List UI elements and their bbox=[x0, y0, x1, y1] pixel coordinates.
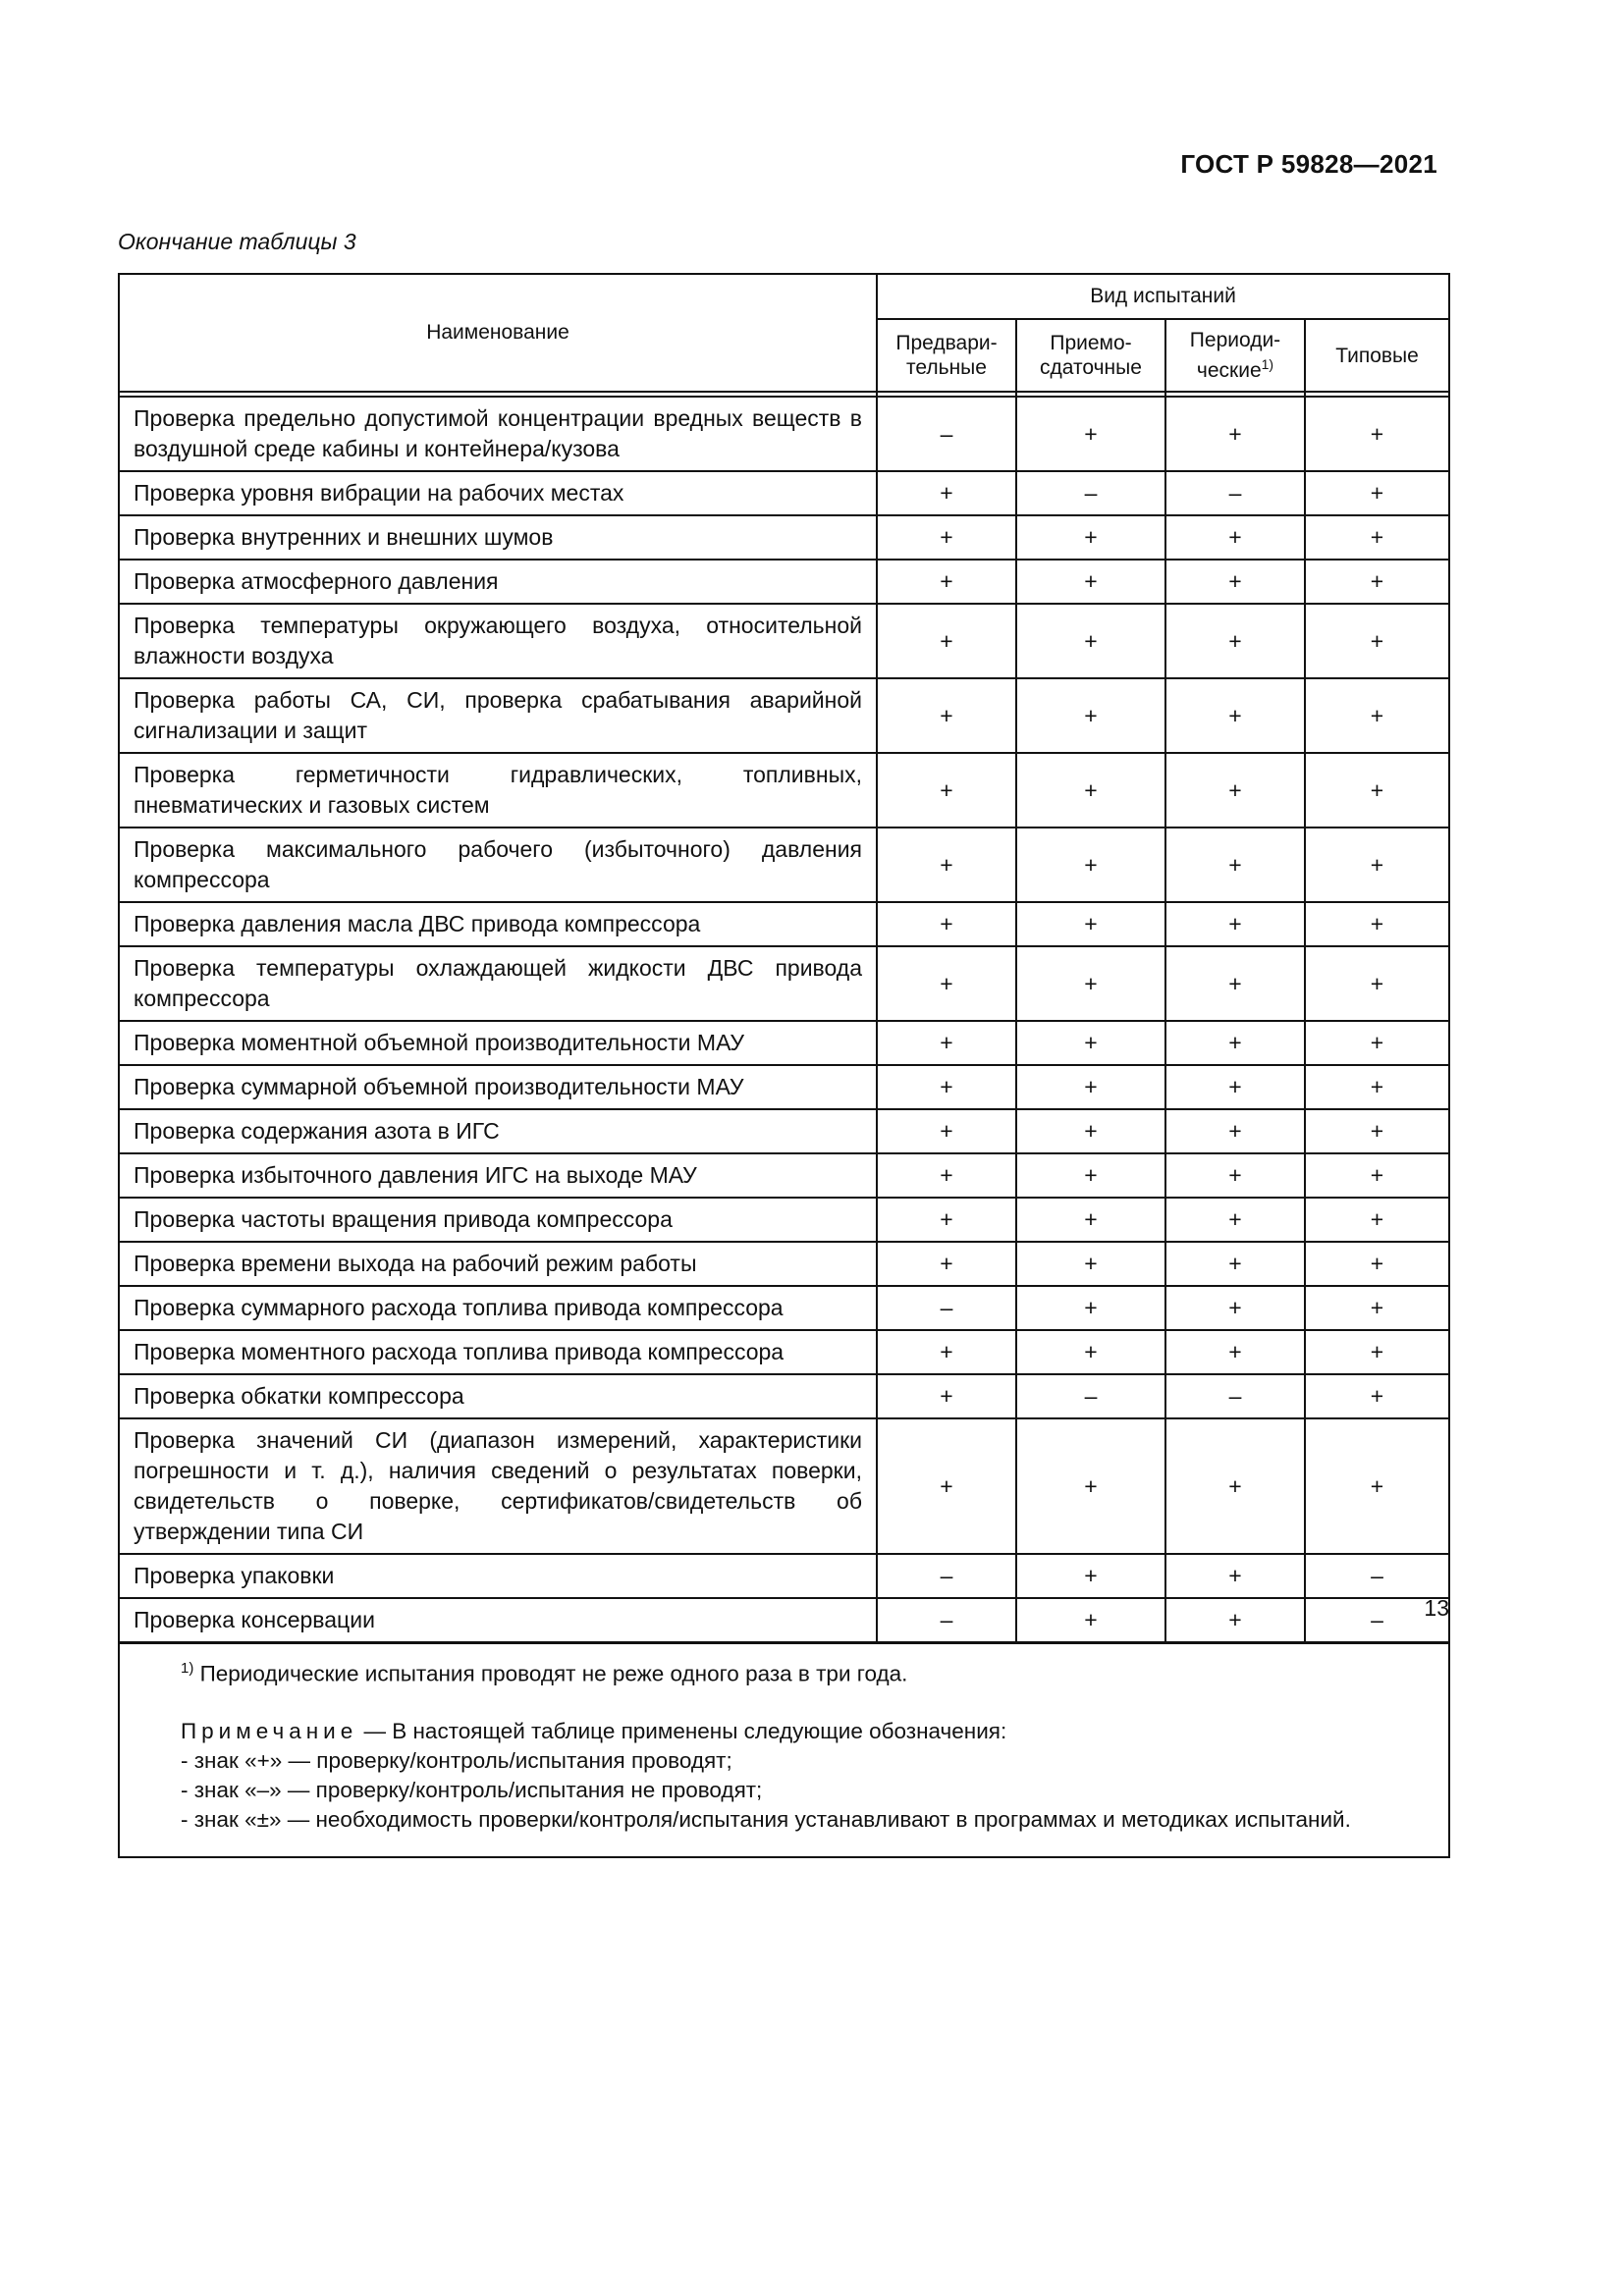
row-mark: + bbox=[1305, 604, 1449, 678]
footnote: $^{1)}$ Периодические испытания проводят не реже одного раза в три года. bbox=[181, 1660, 908, 1686]
row-mark: + bbox=[1016, 902, 1165, 946]
note-item: - знак «±» — необходимость проверки/контроля/испытания устанавливают в программах и методиках испытаний. bbox=[181, 1806, 1351, 1832]
row-mark: + bbox=[877, 828, 1016, 902]
row-mark: – bbox=[1165, 1374, 1305, 1418]
row-mark: + bbox=[877, 560, 1016, 604]
row-mark: + bbox=[1165, 753, 1305, 828]
row-mark: + bbox=[1305, 902, 1449, 946]
row-mark: + bbox=[1305, 1153, 1449, 1198]
row-mark: + bbox=[1016, 1065, 1165, 1109]
row-mark: + bbox=[1016, 1598, 1165, 1643]
row-mark: + bbox=[1016, 397, 1165, 471]
row-mark: + bbox=[1016, 1330, 1165, 1374]
document-code: ГОСТ Р 59828—2021 bbox=[1180, 149, 1437, 179]
table-notes bbox=[119, 1643, 1449, 1857]
row-mark: + bbox=[1165, 1286, 1305, 1330]
row-mark: + bbox=[1165, 1021, 1305, 1065]
row-mark: + bbox=[1305, 678, 1449, 753]
row-mark: + bbox=[1016, 678, 1165, 753]
row-mark: + bbox=[1165, 1109, 1305, 1153]
table-row bbox=[119, 560, 1449, 604]
row-mark: – bbox=[1016, 1374, 1165, 1418]
row-mark: + bbox=[877, 1330, 1016, 1374]
row-mark: + bbox=[1165, 902, 1305, 946]
row-mark: + bbox=[1165, 1418, 1305, 1554]
table-row bbox=[119, 1330, 1449, 1374]
table-row bbox=[119, 1021, 1449, 1065]
row-mark: + bbox=[1305, 1418, 1449, 1554]
row-mark: + bbox=[1305, 1330, 1449, 1374]
row-mark: + bbox=[1016, 560, 1165, 604]
row-mark: + bbox=[1305, 1021, 1449, 1065]
table-row bbox=[119, 1198, 1449, 1242]
table-row bbox=[119, 946, 1449, 1021]
table-row bbox=[119, 515, 1449, 560]
row-name: Проверка уровня вибрации на рабочих местах bbox=[119, 471, 877, 515]
row-mark: + bbox=[877, 1021, 1016, 1065]
table-row bbox=[119, 1286, 1449, 1330]
table-row bbox=[119, 1554, 1449, 1598]
column-header-acceptance: Приемо- сдаточные bbox=[1016, 319, 1165, 392]
table-row bbox=[119, 1153, 1449, 1198]
row-mark: – bbox=[1016, 471, 1165, 515]
table-row bbox=[119, 828, 1449, 902]
row-name: Проверка обкатки компрессора bbox=[119, 1374, 877, 1418]
row-mark: + bbox=[877, 515, 1016, 560]
row-mark: + bbox=[1305, 1198, 1449, 1242]
row-mark: + bbox=[877, 604, 1016, 678]
row-mark: – bbox=[1305, 1554, 1449, 1598]
row-mark: – bbox=[877, 397, 1016, 471]
row-mark: + bbox=[877, 946, 1016, 1021]
row-mark: + bbox=[1305, 828, 1449, 902]
table-row bbox=[119, 1109, 1449, 1153]
row-mark: + bbox=[1305, 1242, 1449, 1286]
row-mark: + bbox=[877, 1374, 1016, 1418]
row-mark: + bbox=[1016, 1198, 1165, 1242]
row-name: Проверка предельно допустимой концентрации вредных веществ в воздушной среде кабины и контейнера/кузова bbox=[119, 397, 877, 471]
row-name: Проверка герметичности гидравлических, топливных, пневматических и газовых систем bbox=[119, 753, 877, 828]
column-header-preliminary: Предвари- тельные bbox=[877, 319, 1016, 392]
row-name: Проверка температуры охлаждающей жидкости ДВС привода компрессора bbox=[119, 946, 877, 1021]
row-name: Проверка упаковки bbox=[119, 1554, 877, 1598]
footnote-ref: 1) bbox=[1261, 356, 1274, 372]
row-name: Проверка консервации bbox=[119, 1598, 877, 1643]
row-mark: + bbox=[877, 471, 1016, 515]
row-mark: + bbox=[877, 1153, 1016, 1198]
row-mark: + bbox=[877, 1198, 1016, 1242]
test-type-group-header: Вид испытаний bbox=[877, 274, 1449, 319]
name-column-header: Наименование bbox=[119, 274, 877, 392]
row-mark: + bbox=[1165, 397, 1305, 471]
table-row bbox=[119, 1374, 1449, 1418]
row-mark: + bbox=[1165, 946, 1305, 1021]
table-row bbox=[119, 1242, 1449, 1286]
row-mark: + bbox=[1305, 1374, 1449, 1418]
row-mark: + bbox=[1305, 515, 1449, 560]
row-name: Проверка частоты вращения привода компрессора bbox=[119, 1198, 877, 1242]
row-mark: + bbox=[877, 902, 1016, 946]
column-header-periodic: Периоди- ческие$^{1)}$ bbox=[1165, 319, 1305, 392]
row-mark: + bbox=[1016, 1418, 1165, 1554]
table-row bbox=[119, 471, 1449, 515]
table-row bbox=[119, 1598, 1449, 1643]
row-mark: – bbox=[1165, 471, 1305, 515]
row-mark: + bbox=[877, 678, 1016, 753]
row-name: Проверка атмосферного давления bbox=[119, 560, 877, 604]
row-name: Проверка внутренних и внешних шумов bbox=[119, 515, 877, 560]
row-mark: + bbox=[1305, 1109, 1449, 1153]
row-mark: + bbox=[877, 1065, 1016, 1109]
row-mark: + bbox=[1305, 753, 1449, 828]
row-mark: + bbox=[1016, 1554, 1165, 1598]
row-mark: + bbox=[1165, 1598, 1305, 1643]
row-mark: + bbox=[1016, 515, 1165, 560]
row-mark: + bbox=[1165, 1330, 1305, 1374]
table-row bbox=[119, 1065, 1449, 1109]
table-row bbox=[119, 397, 1449, 471]
row-mark: + bbox=[1016, 753, 1165, 828]
row-mark: + bbox=[1305, 1065, 1449, 1109]
note-header: Примечание — В настоящей таблице применены следующие обозначения: bbox=[181, 1718, 1007, 1743]
row-mark: + bbox=[1016, 1153, 1165, 1198]
row-mark: – bbox=[877, 1554, 1016, 1598]
row-mark: + bbox=[1016, 946, 1165, 1021]
table-caption: Окончание таблицы 3 bbox=[118, 229, 356, 254]
test-types-table bbox=[118, 273, 1448, 1858]
row-mark: + bbox=[1305, 560, 1449, 604]
row-name: Проверка суммарного расхода топлива привода компрессора bbox=[119, 1286, 877, 1330]
row-mark: + bbox=[1305, 397, 1449, 471]
row-mark: + bbox=[1165, 1242, 1305, 1286]
row-mark: + bbox=[1305, 946, 1449, 1021]
row-mark: – bbox=[877, 1286, 1016, 1330]
row-mark: + bbox=[877, 1109, 1016, 1153]
row-mark: + bbox=[1165, 1065, 1305, 1109]
row-mark: + bbox=[877, 1242, 1016, 1286]
row-mark: + bbox=[877, 1418, 1016, 1554]
row-mark: + bbox=[1305, 1286, 1449, 1330]
row-mark: + bbox=[1165, 1198, 1305, 1242]
row-mark: + bbox=[1165, 1554, 1305, 1598]
row-name: Проверка времени выхода на рабочий режим работы bbox=[119, 1242, 877, 1286]
row-name: Проверка суммарной объемной производительности МАУ bbox=[119, 1065, 877, 1109]
row-mark: + bbox=[1016, 1109, 1165, 1153]
row-mark: + bbox=[1016, 1021, 1165, 1065]
table-row bbox=[119, 604, 1449, 678]
row-mark: + bbox=[1016, 1286, 1165, 1330]
row-mark: + bbox=[1165, 515, 1305, 560]
table-row bbox=[119, 678, 1449, 753]
row-mark: + bbox=[1305, 471, 1449, 515]
row-name: Проверка избыточного давления ИГС на выходе МАУ bbox=[119, 1153, 877, 1198]
row-mark: + bbox=[1165, 560, 1305, 604]
row-mark: + bbox=[1016, 604, 1165, 678]
row-name: Проверка моментной объемной производительности МАУ bbox=[119, 1021, 877, 1065]
row-mark: – bbox=[877, 1598, 1016, 1643]
row-name: Проверка давления масла ДВС привода компрессора bbox=[119, 902, 877, 946]
note-item: - знак «+» — проверку/контроль/испытания проводят; bbox=[181, 1747, 732, 1773]
row-mark: + bbox=[1165, 678, 1305, 753]
row-name: Проверка значений СИ (диапазон измерений, характеристики погрешности и т. д.), наличия сведений о результатах поверки, свидетельств о поверке, сертификатов/свидетельств об утверждении типа СИ bbox=[119, 1418, 877, 1554]
note-item: - знак «–» — проверку/контроль/испытания не проводят; bbox=[181, 1777, 763, 1802]
row-mark: + bbox=[1016, 1242, 1165, 1286]
row-mark: + bbox=[1165, 1153, 1305, 1198]
row-name: Проверка моментного расхода топлива привода компрессора bbox=[119, 1330, 877, 1374]
column-header-type: Типовые bbox=[1305, 319, 1449, 392]
row-name: Проверка работы СА, СИ, проверка срабатывания аварийной сигнализации и защит bbox=[119, 678, 877, 753]
page-number: 13 bbox=[1424, 1595, 1449, 1621]
row-mark: + bbox=[1016, 828, 1165, 902]
row-name: Проверка содержания азота в ИГС bbox=[119, 1109, 877, 1153]
table-row bbox=[119, 1418, 1449, 1554]
row-mark: + bbox=[1165, 604, 1305, 678]
row-name: Проверка максимального рабочего (избыточного) давления компрессора bbox=[119, 828, 877, 902]
row-mark: – bbox=[1305, 1598, 1449, 1643]
row-mark: + bbox=[1165, 828, 1305, 902]
row-name: Проверка температуры окружающего воздуха, относительной влажности воздуха bbox=[119, 604, 877, 678]
table-row bbox=[119, 753, 1449, 828]
table-row bbox=[119, 902, 1449, 946]
row-mark: + bbox=[877, 753, 1016, 828]
